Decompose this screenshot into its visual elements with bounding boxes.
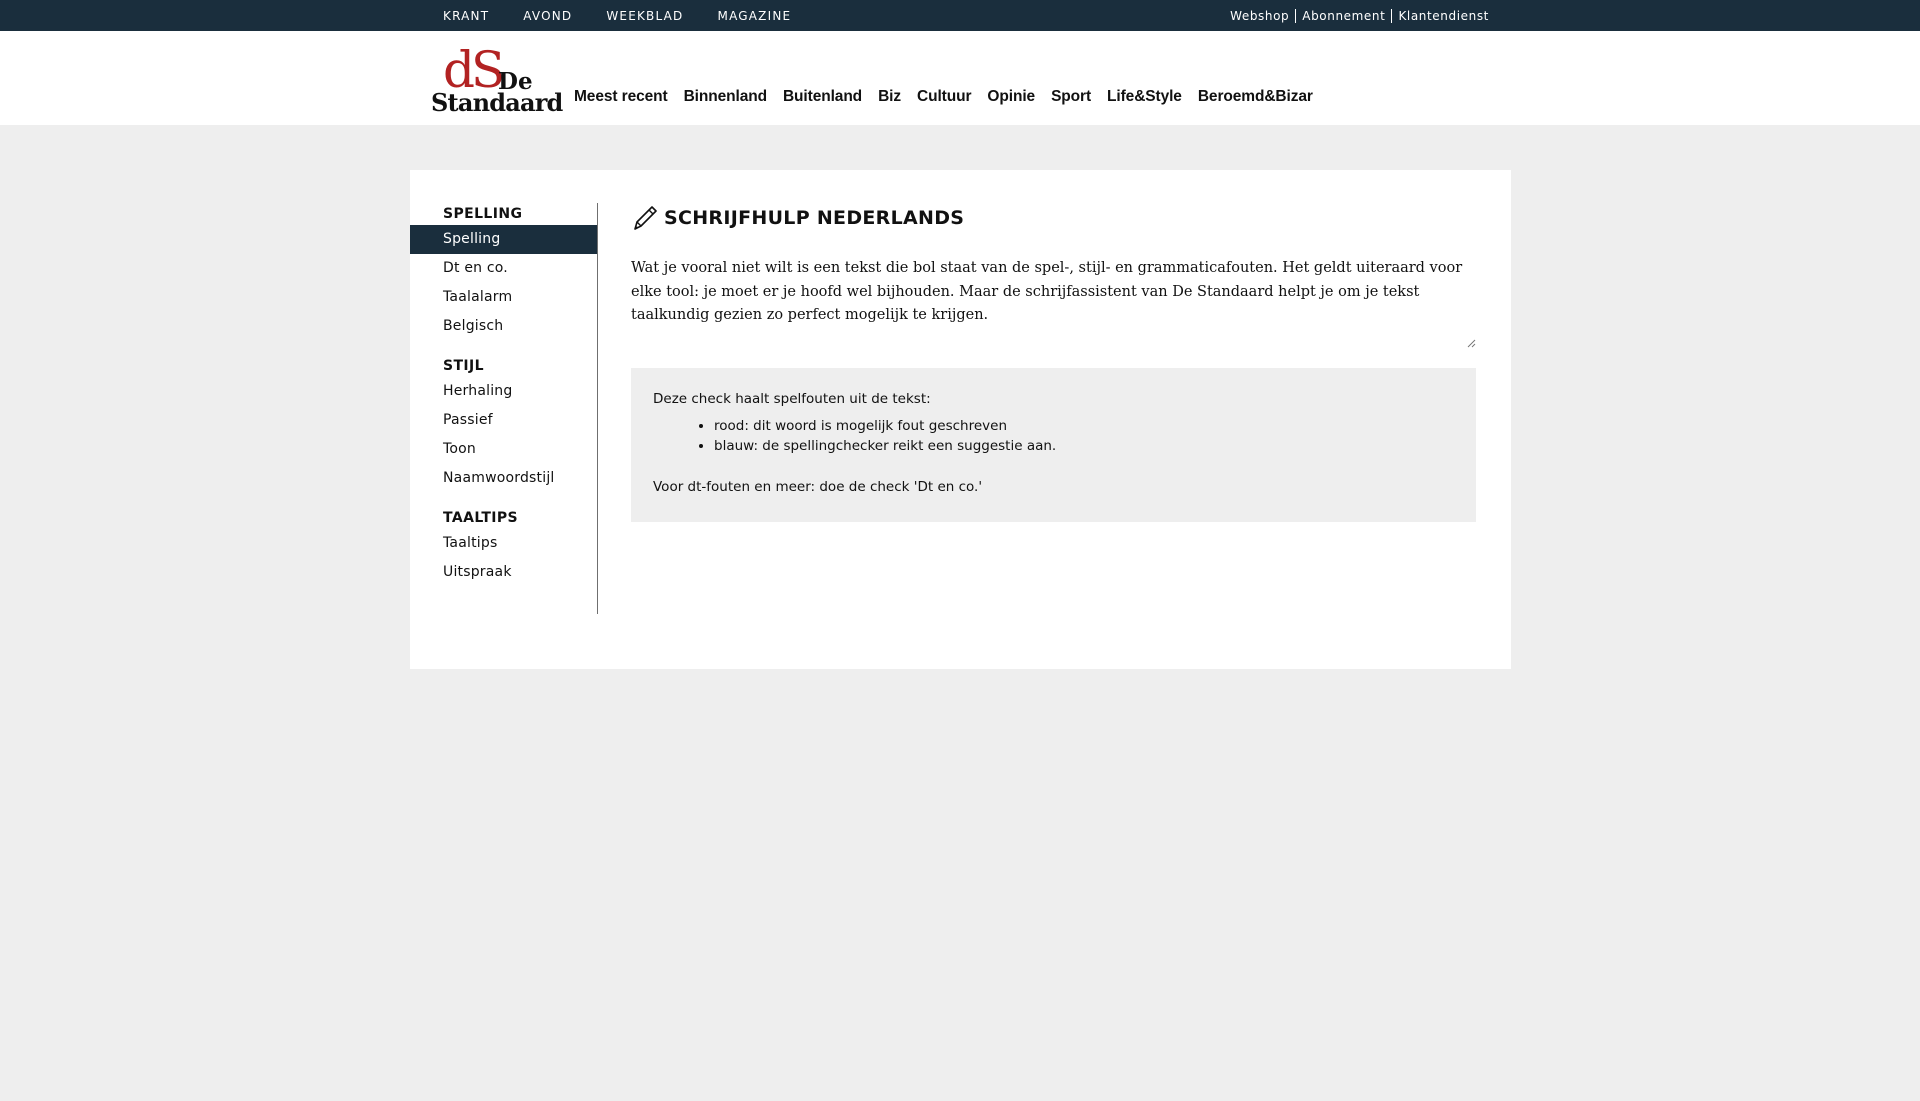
nav-biz[interactable]: Biz xyxy=(878,88,902,105)
top-bar xyxy=(0,0,1920,31)
service-link-klantendienst[interactable]: Klantendienst xyxy=(1391,9,1495,23)
sidebar-group-title-stijl: STIJL xyxy=(443,358,484,374)
check-sidebar xyxy=(410,203,598,614)
sidebar-item-uitspraak[interactable]: Uitspraak xyxy=(443,564,512,580)
pencil-icon xyxy=(631,204,659,232)
nav-cultuur[interactable]: Cultuur xyxy=(917,88,972,105)
info-intro: Deze check haalt spelfouten uit de tekst: xyxy=(653,391,931,407)
nav-opinie[interactable]: Opinie xyxy=(987,88,1036,105)
check-content xyxy=(631,203,1476,522)
info-box xyxy=(631,368,1476,522)
sidebar-group-title-spelling: SPELLING xyxy=(443,206,523,222)
sidebar-item-naamwoordstijl[interactable]: Naamwoordstijl xyxy=(443,470,555,486)
sidebar-item-taalalarm[interactable]: Taalalarm xyxy=(443,289,513,305)
legend-desc-rood: : dit woord is mogelijk fout geschreven xyxy=(744,418,1007,434)
edition-link-avond[interactable]: AVOND xyxy=(523,8,573,23)
edition-link-weekblad[interactable]: WEEKBLAD xyxy=(606,8,684,23)
edition-link-magazine[interactable]: MAGAZINE xyxy=(717,8,792,23)
sidebar-item-herhaling[interactable]: Herhaling xyxy=(443,383,513,399)
sidebar-item-taaltips[interactable]: Taaltips xyxy=(443,535,498,551)
nav-meest-recent[interactable]: Meest recent xyxy=(574,88,668,105)
logo-ds: dS xyxy=(443,41,502,99)
sidebar-item-belgisch[interactable]: Belgisch xyxy=(443,318,504,334)
edition-link-krant[interactable]: KRANT xyxy=(443,8,490,23)
legend-term-blauw: blauw xyxy=(714,438,754,454)
legend-term-rood: rood xyxy=(714,418,745,434)
writing-assistant-card xyxy=(410,170,1511,669)
nav-buitenland[interactable]: Buitenland xyxy=(782,88,863,105)
nav-binnenland[interactable]: Binnenland xyxy=(683,88,767,105)
service-links xyxy=(1224,0,1495,31)
sidebar-item-dt-en-co[interactable]: Dt en co. xyxy=(443,260,508,276)
edition-links xyxy=(443,0,825,31)
text-editor[interactable] xyxy=(631,255,1476,348)
service-link-webshop[interactable]: Webshop xyxy=(1230,8,1290,23)
sidebar-item-passief[interactable]: Passief xyxy=(443,412,493,428)
title-row xyxy=(631,203,1476,233)
page-title: SCHRIJFHULP NEDERLANDS xyxy=(664,207,965,229)
legend-list xyxy=(714,416,1454,456)
resize-handle-icon[interactable] xyxy=(1466,338,1476,348)
legend-desc-blauw: : de spellingchecker reikt een suggestie aan. xyxy=(753,438,1057,454)
list-item xyxy=(714,436,1454,456)
logo-standaard: Standaard xyxy=(431,88,563,117)
nav-life-style[interactable]: Life&Style xyxy=(1107,88,1182,105)
sidebar-item-toon[interactable]: Toon xyxy=(443,441,476,457)
nav-beroemd-bizar[interactable]: Beroemd&Bizar xyxy=(1197,88,1313,105)
site-logo[interactable] xyxy=(431,39,563,119)
nav-sport[interactable]: Sport xyxy=(1051,88,1092,105)
logo-de: De xyxy=(498,68,533,95)
site-header xyxy=(0,31,1920,125)
editor-text: Wat je vooral niet wilt is een tekst die bol staat van de spel-, stijl- en grammaticafouten. Het geldt uiteraard voor elke tool: je moet er je hoofd wel bijhouden. Maar de schrijfassistent van De Standaard helpt je om je tekst taalkundig gezien zo perfect mogelijk te krijgen. xyxy=(631,260,1463,323)
list-item xyxy=(714,416,1454,436)
main-nav xyxy=(574,85,1329,109)
info-outro: Voor dt-fouten en meer: doe de check 'Dt en co.' xyxy=(653,479,983,495)
sidebar-item-spelling[interactable]: Spelling xyxy=(410,225,597,254)
sidebar-group-title-taaltips: TAALTIPS xyxy=(443,510,519,526)
service-link-abonnement[interactable]: Abonnement xyxy=(1295,9,1391,23)
